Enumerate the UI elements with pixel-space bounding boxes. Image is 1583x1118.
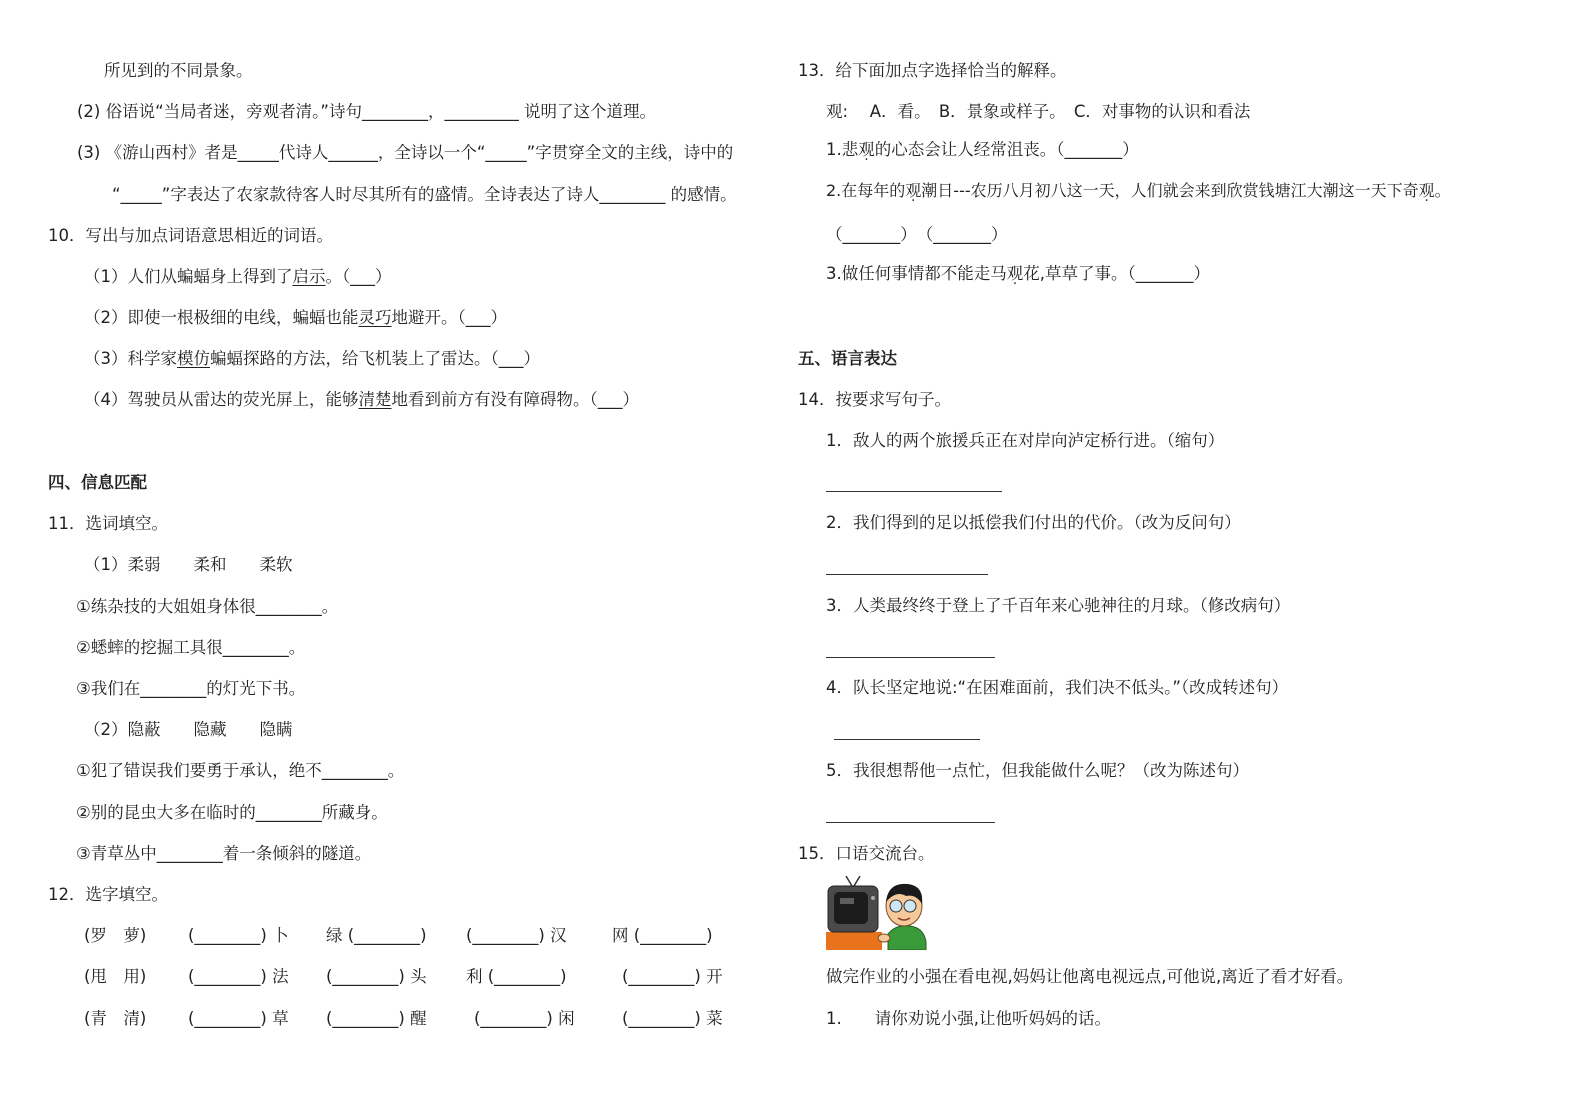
question-10-4	[84, 389, 639, 411]
q10-4-pre: （4）驾驶员从雷达的荧光屏上，能够	[84, 390, 359, 409]
question-13-2-blanks: （_______） （_______）	[826, 225, 1008, 244]
question-13-options: 观: A．看。 B．景象或样子。 C．对事物的认识和看法	[826, 102, 1251, 121]
question-15-1: 1. 请你劝说小强,让他听妈妈的话。	[826, 1009, 1111, 1028]
question-14-3: 3．人类最终终于登上了千百年来心驰神往的月球。（修改病句）	[826, 596, 1291, 615]
q10-3-pre: （3）科学家	[84, 349, 177, 368]
question-11-group2: （2）隐蔽 隐藏 隐瞒	[84, 720, 293, 739]
question-11-g2-item2: ②别的昆虫大多在临时的________所藏身。	[76, 803, 388, 822]
question-10-1	[84, 266, 392, 288]
q13-3-post: 花,草草了事。（_______）	[1023, 264, 1210, 283]
q12-row2-pair: (甩 用)	[84, 967, 147, 986]
q13-2-mid: 潮日---农历八月初八这一天，人们就会来到欣赏钱塘江大潮这一天下奇	[921, 181, 1419, 200]
q13-2-pre: 2.在每年的	[826, 181, 906, 200]
question-13-title: 13．给下面加点字选择恰当的解释。	[798, 61, 1067, 80]
boy-body-green-shirt	[888, 926, 926, 950]
q13-1-dotted-char: 观	[858, 140, 875, 159]
answer-line-14-5	[826, 821, 995, 823]
q10-2-pre: （2）即使一根极细的电线，蝙蝠也能	[84, 308, 359, 327]
boy-glasses-right	[904, 900, 916, 912]
q12-row3-item1: (________) 草	[188, 1009, 289, 1028]
q13-3-pre: 3.做任何事情都不能走马	[826, 264, 1007, 283]
question-11-g1-item1: ①练杂技的大姐姐身体很________。	[76, 597, 339, 616]
q12-row1-item1: (________) 卜	[188, 926, 289, 945]
question-14-title: 14．按要求写句子。	[798, 390, 951, 409]
question-10-3	[84, 348, 540, 370]
section-4-heading: 四、信息匹配	[48, 473, 147, 492]
tv-screen-glare	[840, 898, 854, 904]
q12-row3-item4: (________) 菜	[622, 1009, 723, 1028]
question-12-title: 12．选字填空。	[48, 885, 168, 904]
question-14-4: 4．队长坚定地说:“在困难面前，我们决不低头。”（改成转述句）	[826, 678, 1289, 697]
q10-1-post: 。（___）	[325, 267, 392, 286]
q12-row2-item4: (________) 开	[622, 967, 723, 986]
question-13-1	[826, 139, 1139, 161]
q10-1-pre: （1）人们从蝙蝠身上得到了	[84, 267, 293, 286]
question-15-title: 15．口语交流台。	[798, 844, 935, 863]
q13-3-dotted-char: 观	[1006, 264, 1024, 283]
q12-row1-item3: (________) 汉	[466, 926, 567, 945]
q12-row1-item2: 绿 (________)	[326, 926, 427, 945]
q13-2-dotted-char-2: 观	[1418, 181, 1435, 200]
q12-row3-item3: (________) 闲	[474, 1009, 575, 1028]
boy-hand	[878, 934, 890, 942]
q13-1-post: 的心态会让人经常沮丧。（_______）	[874, 140, 1139, 159]
q13-1-pre: 1.悲	[826, 140, 859, 159]
q13-2-dotted-char-1: 观	[905, 181, 922, 200]
question-11-g1-item3: ③我们在________的灯光下书。	[76, 679, 306, 698]
question-14-5: 5．我很想帮他一点忙，但我能做什么呢？（改为陈述句）	[826, 761, 1249, 780]
boy-glasses-left	[890, 900, 902, 912]
question-11-g2-item1: ①犯了错误我们要勇于承认，绝不________。	[76, 761, 405, 780]
answer-line-14-4	[834, 738, 980, 740]
q10-3-post: 蝙蝠探路的方法，给飞机装上了雷达。（___）	[210, 349, 540, 368]
answer-line-14-1	[826, 490, 1002, 492]
question-9-2: (2) 俗语说“当局者迷，旁观者清。”诗句________，_________ 说明了这个道理。	[77, 102, 656, 121]
question-15-scenario: 做完作业的小强在看电视,妈妈让他离电视远点,可他说,离近了看才好看。	[826, 967, 1354, 986]
question-11-g2-item3: ③青草丛中________着一条倾斜的隧道。	[76, 844, 372, 863]
q13-2-post: 。	[1434, 181, 1451, 200]
answer-line-14-3	[826, 656, 995, 658]
tv-antenna-right	[854, 876, 860, 886]
q12-row2-item1: (________) 法	[188, 967, 289, 986]
question-11-title: 11．选词填空。	[48, 514, 168, 533]
q12-row1-pair: (罗 萝)	[84, 926, 147, 945]
boy-watching-tv-illustration	[826, 876, 928, 950]
tv-antenna-left	[846, 876, 852, 886]
poem-desc-line: 所见到的不同景象。	[104, 61, 253, 80]
question-13-3	[826, 263, 1210, 285]
question-10-title: 10．写出与加点词语意思相近的词语。	[48, 226, 333, 245]
q10-3-word: 模仿	[177, 349, 210, 368]
question-9-3-line2: “_____”字表达了农家款待客人时尽其所有的盛情。全诗表达了诗人________ 的感情。	[112, 185, 737, 204]
question-14-2: 2．我们得到的足以抵偿我们付出的代价。（改为反问句）	[826, 513, 1241, 532]
question-11-group1: （1）柔弱 柔和 柔软	[84, 555, 293, 574]
q12-row1-item4: 网 (________)	[612, 926, 713, 945]
q12-row3-pair: (青 清)	[84, 1009, 147, 1028]
question-10-2	[84, 307, 507, 329]
tv-screen	[834, 892, 868, 924]
question-13-2	[826, 180, 1451, 202]
tv-stand	[826, 932, 882, 950]
question-9-3-line1: (3) 《游山西村》者是_____代诗人______，全诗以一个“_____”字贯穿全文的主线，诗中的	[77, 143, 734, 162]
q10-2-word: 灵巧	[358, 308, 392, 327]
q10-2-post: 地避开。（___）	[391, 308, 507, 327]
section-5-heading: 五、语言表达	[798, 349, 897, 368]
q12-row2-item3: 利 (________)	[466, 967, 567, 986]
q12-row2-item2: (________) 头	[326, 967, 427, 986]
tv-knob	[871, 896, 875, 900]
q10-4-word: 清楚	[358, 390, 392, 409]
q10-1-word: 启示	[292, 267, 326, 286]
question-11-g1-item2: ②蟋蟀的挖掘工具很________。	[76, 638, 306, 657]
q10-4-post: 地看到前方有没有障碍物。（___）	[391, 390, 639, 409]
question-14-1: 1．敌人的两个旅援兵正在对岸向泸定桥行进。（缩句）	[826, 431, 1225, 450]
q12-row3-item2: (________) 醒	[326, 1009, 427, 1028]
answer-line-14-2	[826, 573, 988, 575]
